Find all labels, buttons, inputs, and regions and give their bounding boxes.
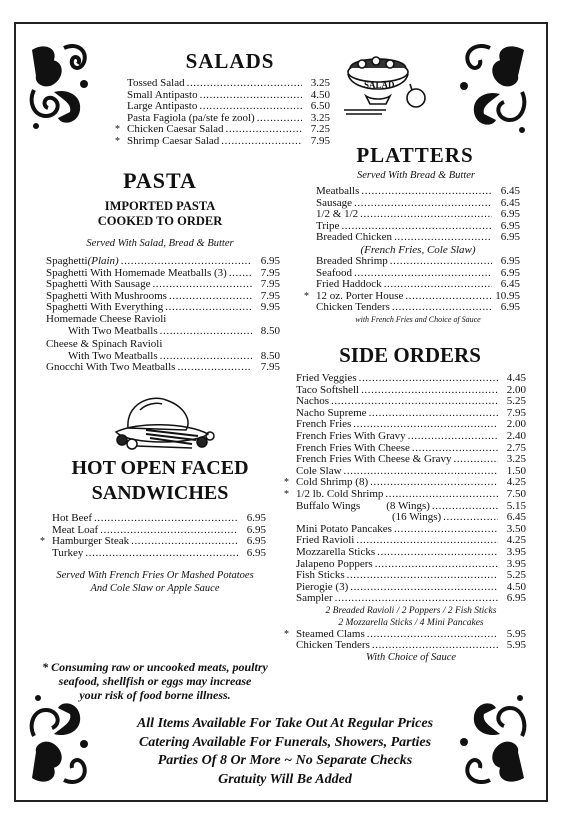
- corner-ornament-top-right: [440, 40, 532, 138]
- item-name: Taco Softshell: [296, 383, 360, 396]
- item-price: 7.95: [260, 278, 280, 291]
- item-price: 3.25: [310, 77, 330, 89]
- item-name: Nacho Supreme: [296, 406, 367, 419]
- leader-dots: [354, 198, 492, 210]
- item-name: Spaghetti: [46, 255, 88, 267]
- item-name: Sampler: [296, 592, 333, 605]
- salads-list: [115, 77, 330, 148]
- item-name: Tripe: [316, 219, 340, 232]
- side-sauce-note: With Choice of Sauce: [365, 652, 457, 664]
- item-price: 4.50: [310, 88, 330, 101]
- item-name: French Fries: [296, 418, 352, 431]
- leader-dots: [361, 385, 498, 397]
- hot-open-title-1: HOT OPEN FACED: [71, 457, 249, 479]
- item-name: Fried Ravioli: [296, 534, 355, 547]
- side-orders-title: SIDE ORDERS: [339, 343, 481, 367]
- menu-item: [296, 373, 526, 385]
- pasta-list: [46, 256, 280, 374]
- item-price: 3.50: [506, 522, 526, 535]
- leader-dots: [229, 268, 252, 280]
- item-name: Nachos: [296, 395, 329, 408]
- star-marker: *: [284, 477, 289, 489]
- star-marker: *: [284, 628, 289, 640]
- item-price: 6.45: [500, 278, 520, 291]
- roast-turkey-illustration: [106, 392, 218, 454]
- menu-item: With Two Meatballs ..... 8.50: [46, 326, 280, 338]
- hot-open-note-2: And Cole Slaw or Apple Sauce: [90, 583, 220, 594]
- item-price: 10.95: [495, 289, 520, 302]
- leader-dots: [226, 124, 302, 136]
- menu-item: Buffalo Wings (8 Wings) ..... 5.15: [296, 501, 526, 513]
- leader-dots: [377, 547, 498, 559]
- item-name: Mozzarella Sticks: [296, 545, 376, 558]
- item-price: 2.40: [506, 429, 526, 442]
- item-name: French Fries With Gravy: [296, 429, 406, 442]
- item-name: Breaded Chicken: [316, 231, 393, 244]
- ravioli-heading: Homemade Cheese Ravioli: [46, 312, 167, 325]
- item-name: French Fries With Cheese & Gravy: [296, 453, 452, 466]
- salads-title: SALADS: [185, 49, 275, 73]
- item-price: 6.95: [500, 219, 520, 232]
- menu-item: [296, 431, 526, 443]
- menu-item: [296, 593, 526, 605]
- leader-dots: [85, 548, 238, 560]
- item-price: 3.95: [506, 557, 526, 570]
- item-name: 12 oz. Porter House: [316, 289, 404, 302]
- item-price: 6.95: [500, 231, 520, 244]
- item-price: 7.95: [506, 406, 526, 419]
- leader-dots: [131, 536, 238, 548]
- leader-dots: [94, 513, 238, 525]
- leader-dots: [152, 279, 252, 291]
- item-price: 6.95: [506, 592, 526, 605]
- corner-ornament-bottom-left: [24, 688, 96, 788]
- item-price: 4.25: [506, 534, 526, 547]
- side-orders-list: [284, 372, 526, 664]
- star-marker: *: [115, 124, 120, 136]
- item-name: Fish Sticks: [296, 569, 345, 582]
- leader-dots: [187, 78, 302, 90]
- item-name: 1/2 & 1/2: [316, 208, 359, 221]
- menu-item: [316, 279, 520, 291]
- sampler-note-1: 2 Breaded Ravioli / 2 Poppers / 2 Fish Sticks: [325, 605, 497, 616]
- item-name: Shrimp Caesar Salad: [127, 134, 220, 147]
- menu-item: [316, 186, 520, 198]
- leader-dots: [165, 302, 252, 314]
- menu-item: (16 Wings) ..... 6.45: [296, 512, 526, 524]
- item-price: 7.25: [310, 123, 330, 136]
- item-price: 6.95: [246, 546, 266, 559]
- item-price: 4.45: [506, 372, 526, 384]
- menu-item: [52, 513, 266, 525]
- item-name: Spaghetti With Sausage: [46, 278, 151, 291]
- menu-item: [115, 134, 330, 148]
- item-name: Hamburger Steak: [52, 535, 130, 548]
- item-price: 6.50: [310, 100, 330, 113]
- leader-dots: [350, 582, 498, 594]
- item-name: Spaghetti With Mushrooms: [46, 289, 167, 302]
- item-name: Small Antipasto: [127, 88, 198, 101]
- menu-item: [296, 640, 526, 652]
- menu-item: [284, 487, 526, 501]
- leader-dots: [394, 524, 498, 536]
- item-price: 9.95: [260, 301, 280, 314]
- item-name: Turkey: [52, 546, 84, 559]
- menu-item: [316, 302, 520, 314]
- leader-dots: [405, 291, 492, 303]
- platters-sauce-note: with French Fries and Choice of Sauce: [355, 314, 481, 324]
- leader-dots: [384, 279, 492, 291]
- hot-open-list: [40, 512, 266, 559]
- leader-dots: [200, 90, 302, 102]
- leader-dots: [359, 373, 498, 385]
- leader-dots: [221, 136, 302, 148]
- item-price: 6.95: [500, 301, 520, 314]
- menu-item: [316, 232, 520, 244]
- leader-dots: [370, 477, 498, 489]
- item-price: 6.45: [500, 196, 520, 209]
- item-price: 2.75: [506, 441, 526, 454]
- item-price: 6.95: [500, 208, 520, 221]
- pasta-title: PASTA: [123, 168, 197, 193]
- corner-ornament-top-left: [24, 40, 96, 132]
- item-price: 5.95: [506, 639, 526, 652]
- menu-item: [127, 78, 330, 90]
- menu-item: [296, 454, 526, 466]
- item-price: 3.25: [506, 453, 526, 466]
- item-name: Tossed Salad: [127, 77, 185, 89]
- item-price: 6.45: [500, 185, 520, 197]
- menu-item: [316, 256, 520, 268]
- item-price: 5.25: [506, 569, 526, 582]
- platters-fries-note: (French Fries, Cole Slaw): [360, 243, 476, 256]
- sampler-note-2: 2 Mozzarella Sticks / 4 Mini Pancakes: [338, 617, 484, 628]
- item-price: 2.00: [506, 418, 526, 431]
- menu-item: [296, 385, 526, 397]
- item-name: Steamed Clams: [296, 627, 365, 640]
- star-marker: *: [284, 488, 289, 500]
- platters-list: [304, 185, 520, 326]
- pasta-subtitle-2: COOKED TO ORDER: [97, 214, 223, 228]
- item-name: Spaghetti With Everything: [46, 301, 164, 314]
- hot-open-title-2: SANDWICHES: [91, 482, 229, 504]
- item-name: Jalapeno Poppers: [296, 557, 373, 570]
- leader-dots: [394, 232, 492, 244]
- platters-title: PLATTERS: [356, 143, 474, 167]
- leader-dots: [335, 593, 498, 605]
- item-name: Cold Shrimp (8): [296, 476, 369, 489]
- star-marker: *: [40, 536, 45, 548]
- item-price: 5.95: [506, 627, 526, 640]
- item-qualifier: (Plain): [87, 255, 119, 267]
- item-name: Seafood: [316, 266, 353, 279]
- item-price: 4.25: [506, 476, 526, 489]
- food-warning: * Consuming raw or uncooked meats, poultry seafood, shellfish or eggs may increase your risk of food borne illness.: [42, 660, 268, 702]
- menu-item: [40, 535, 266, 548]
- menu-item: [46, 302, 280, 314]
- leader-dots: [392, 302, 492, 314]
- item-name: Large Antipasto: [127, 100, 198, 113]
- leader-dots: [347, 570, 498, 582]
- item-name: Meatballs: [316, 185, 360, 197]
- item-name: Pasta Fagiola (pa/ste fe zool): [127, 111, 255, 124]
- item-name: Pierogie (3): [296, 580, 349, 593]
- menu-item: [296, 570, 526, 582]
- item-name: Fried Haddock: [316, 278, 382, 291]
- leader-dots: [408, 431, 498, 443]
- hot-open-note-1: Served With French Fries Or Mashed Potatoes: [56, 570, 254, 581]
- item-price: 3.25: [310, 111, 330, 124]
- footer-notes: All Items Available For Take Out At Regular Prices Catering Available For Funerals, Showers, Parties Parties Of 8 Or More ~ No Separate Checks Gratuity Will Be Added: [136, 716, 434, 787]
- salad-bowl-label: SALAD: [364, 80, 395, 90]
- item-name: Sausage: [316, 196, 353, 209]
- leader-dots: [356, 535, 498, 547]
- item-name: Chicken Tenders: [296, 639, 370, 652]
- leader-dots: [390, 256, 492, 268]
- item-price: 1.50: [506, 464, 526, 477]
- item-price: 3.95: [506, 545, 526, 558]
- leader-dots: [367, 629, 498, 641]
- item-name: Cole Slaw: [296, 464, 342, 477]
- leader-dots: [360, 209, 492, 221]
- menu-item: [52, 548, 266, 560]
- item-name: 1/2 lb. Cold Shrimp: [296, 487, 384, 500]
- spinach-ravioli-heading: Cheese & Spinach Ravioli: [46, 338, 163, 351]
- item-price: 6.95: [260, 255, 280, 267]
- menu-item: [316, 209, 520, 221]
- pasta-subtitle-1: IMPORTED PASTA: [104, 199, 216, 213]
- leader-dots: [169, 291, 252, 303]
- leader-dots: [385, 489, 498, 501]
- item-name: Spaghetti With Homemade Meatballs (3): [46, 266, 227, 279]
- leader-dots: [121, 256, 252, 268]
- item-name: Breaded Shrimp: [316, 254, 388, 267]
- leader-dots: [369, 408, 498, 420]
- item-price: 7.95: [260, 289, 280, 302]
- leader-dots: [361, 186, 492, 198]
- star-marker: *: [304, 290, 309, 302]
- menu-item: With Two Meatballs ..... 8.50: [46, 351, 280, 363]
- item-name: Chicken Tenders: [316, 301, 390, 314]
- item-price: 5.25: [506, 395, 526, 408]
- menu-item: [296, 547, 526, 559]
- leader-dots: [453, 454, 498, 466]
- item-price: 6.95: [500, 254, 520, 267]
- item-price: 6.95: [500, 266, 520, 279]
- menu-item: Gnocchi With Two Meatballs ..... 7.95: [46, 362, 280, 374]
- item-price: 2.00: [506, 383, 526, 396]
- menu-item: [46, 256, 280, 268]
- item-price: 4.50: [506, 580, 526, 593]
- item-name: Hot Beef: [52, 512, 93, 524]
- item-price: 6.95: [246, 523, 266, 536]
- item-name: French Fries With Cheese: [296, 441, 410, 454]
- item-name: Fried Veggies: [296, 372, 357, 384]
- item-name: Chicken Caesar Salad: [127, 123, 224, 136]
- leader-dots: [375, 559, 498, 571]
- star-marker: *: [115, 135, 120, 147]
- item-name: Meat Loaf: [52, 523, 99, 536]
- item-price: 6.95: [246, 512, 266, 524]
- platters-note: Served With Bread & Butter: [356, 170, 475, 181]
- item-price: 7.95: [260, 266, 280, 279]
- pasta-note: Served With Salad, Bread & Butter: [86, 238, 234, 249]
- item-price: 7.50: [506, 487, 526, 500]
- item-name: Mini Potato Pancakes: [296, 522, 392, 535]
- item-price: 7.95: [310, 134, 330, 147]
- item-price: 6.95: [246, 535, 266, 548]
- leader-dots: [372, 640, 498, 652]
- leader-dots: [257, 113, 302, 125]
